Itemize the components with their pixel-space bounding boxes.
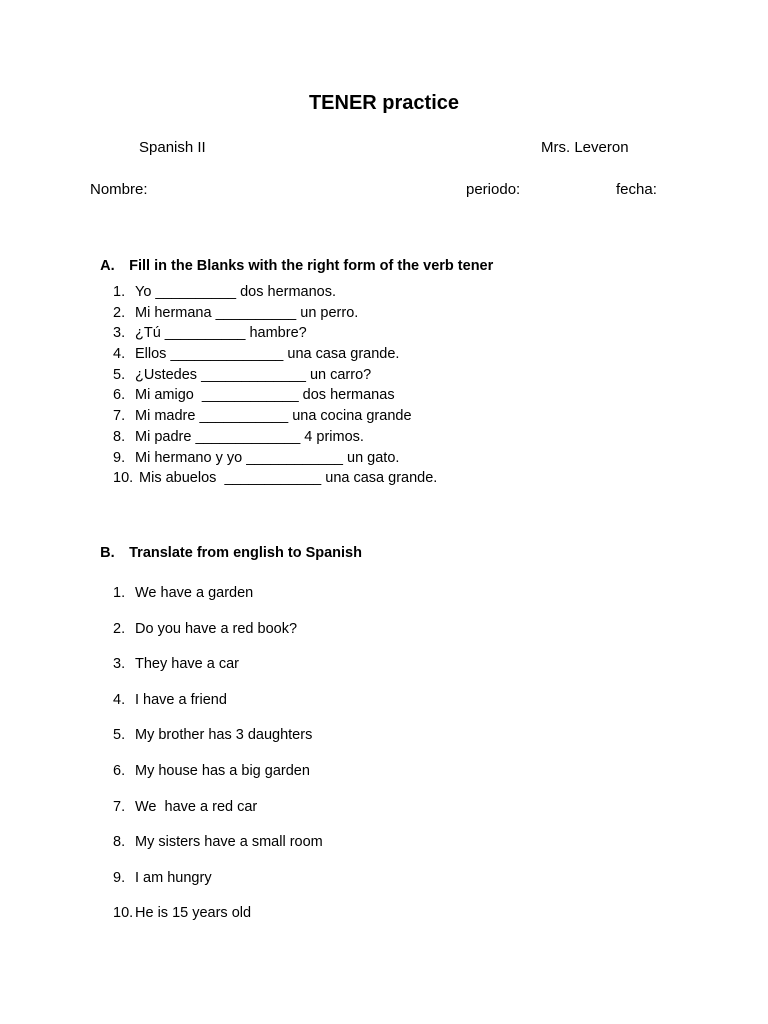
list-item bbox=[113, 725, 323, 761]
item-text: Mi amigo ____________ dos hermanas bbox=[135, 387, 395, 404]
item-text: Do you have a red book? bbox=[135, 620, 298, 637]
item-number: 6. bbox=[113, 387, 126, 404]
item-text: My sisters have a small room bbox=[135, 834, 323, 851]
item-text: I am hungry bbox=[135, 869, 212, 886]
item-number: 10. bbox=[113, 470, 134, 487]
item-number: 9. bbox=[113, 869, 126, 886]
item-number: 10. bbox=[113, 905, 134, 922]
list-item bbox=[113, 583, 323, 619]
item-number: 4. bbox=[113, 691, 126, 708]
item-text: I have a friend bbox=[135, 691, 227, 708]
list-item bbox=[113, 282, 437, 303]
item-number: 3. bbox=[113, 325, 126, 342]
item-number: 2. bbox=[113, 620, 126, 637]
list-item bbox=[113, 344, 437, 365]
item-text: My brother has 3 daughters bbox=[135, 727, 313, 744]
list-item bbox=[113, 385, 437, 406]
item-text: We have a garden bbox=[135, 585, 254, 601]
item-number: 2. bbox=[113, 304, 126, 321]
item-number: 9. bbox=[113, 449, 126, 466]
list-item bbox=[113, 797, 323, 833]
page-title: TENER practice bbox=[308, 92, 460, 114]
item-number: 8. bbox=[113, 834, 126, 851]
name-label: Nombre: bbox=[90, 181, 148, 198]
item-text: He is 15 years old bbox=[135, 905, 252, 922]
list-item bbox=[113, 832, 323, 868]
translate-list bbox=[113, 583, 323, 939]
item-number: 7. bbox=[113, 408, 126, 425]
section-b-heading bbox=[84, 529, 362, 577]
list-item bbox=[113, 654, 323, 690]
item-number: 6. bbox=[113, 762, 126, 779]
list-item bbox=[113, 903, 323, 939]
item-number: 4. bbox=[113, 346, 126, 363]
course-label: Spanish II bbox=[139, 139, 206, 156]
fill-in-list bbox=[113, 282, 437, 489]
section-a-letter: A. bbox=[100, 258, 115, 274]
item-text: Mi hermano y yo ____________ un gato. bbox=[135, 449, 400, 466]
item-number: 7. bbox=[113, 798, 126, 815]
item-text: We have a red car bbox=[135, 798, 258, 815]
section-b-title: Translate from english to Spanish bbox=[129, 545, 362, 561]
item-number: 1. bbox=[113, 585, 126, 601]
item-text: Mi padre _____________ 4 primos. bbox=[135, 428, 364, 445]
list-item bbox=[113, 427, 437, 448]
item-text: My house has a big garden bbox=[135, 762, 310, 779]
list-item bbox=[113, 406, 437, 427]
item-text: Yo __________ dos hermanos. bbox=[135, 284, 337, 300]
list-item bbox=[113, 690, 323, 726]
section-a-title: Fill in the Blanks with the right form of the verb tener bbox=[129, 258, 494, 274]
item-number: 5. bbox=[113, 727, 126, 744]
period-label: periodo: bbox=[466, 181, 521, 198]
item-text: Ellos ______________ una casa grande. bbox=[135, 346, 400, 363]
item-text: Mi madre ___________ una cocina grande bbox=[135, 408, 412, 425]
list-item bbox=[113, 468, 437, 489]
list-item bbox=[113, 448, 437, 469]
item-number: 3. bbox=[113, 656, 126, 673]
item-number: 1. bbox=[113, 284, 126, 300]
list-item bbox=[113, 761, 323, 797]
section-b-letter: B. bbox=[100, 545, 115, 561]
list-item bbox=[113, 323, 437, 344]
item-text: Mis abuelos ____________ una casa grande. bbox=[135, 470, 438, 487]
teacher-label: Mrs. Leveron bbox=[541, 139, 629, 156]
item-number: 8. bbox=[113, 428, 126, 445]
item-number: 5. bbox=[113, 366, 126, 383]
list-item bbox=[113, 868, 323, 904]
list-item bbox=[113, 619, 323, 655]
list-item bbox=[113, 303, 437, 324]
list-item bbox=[113, 365, 437, 386]
item-text: ¿Tú __________ hambre? bbox=[135, 325, 307, 342]
item-text: They have a car bbox=[135, 656, 239, 673]
item-text: ¿Ustedes _____________ un carro? bbox=[135, 366, 372, 383]
date-label: fecha: bbox=[616, 181, 657, 198]
item-text: Mi hermana __________ un perro. bbox=[135, 304, 359, 321]
